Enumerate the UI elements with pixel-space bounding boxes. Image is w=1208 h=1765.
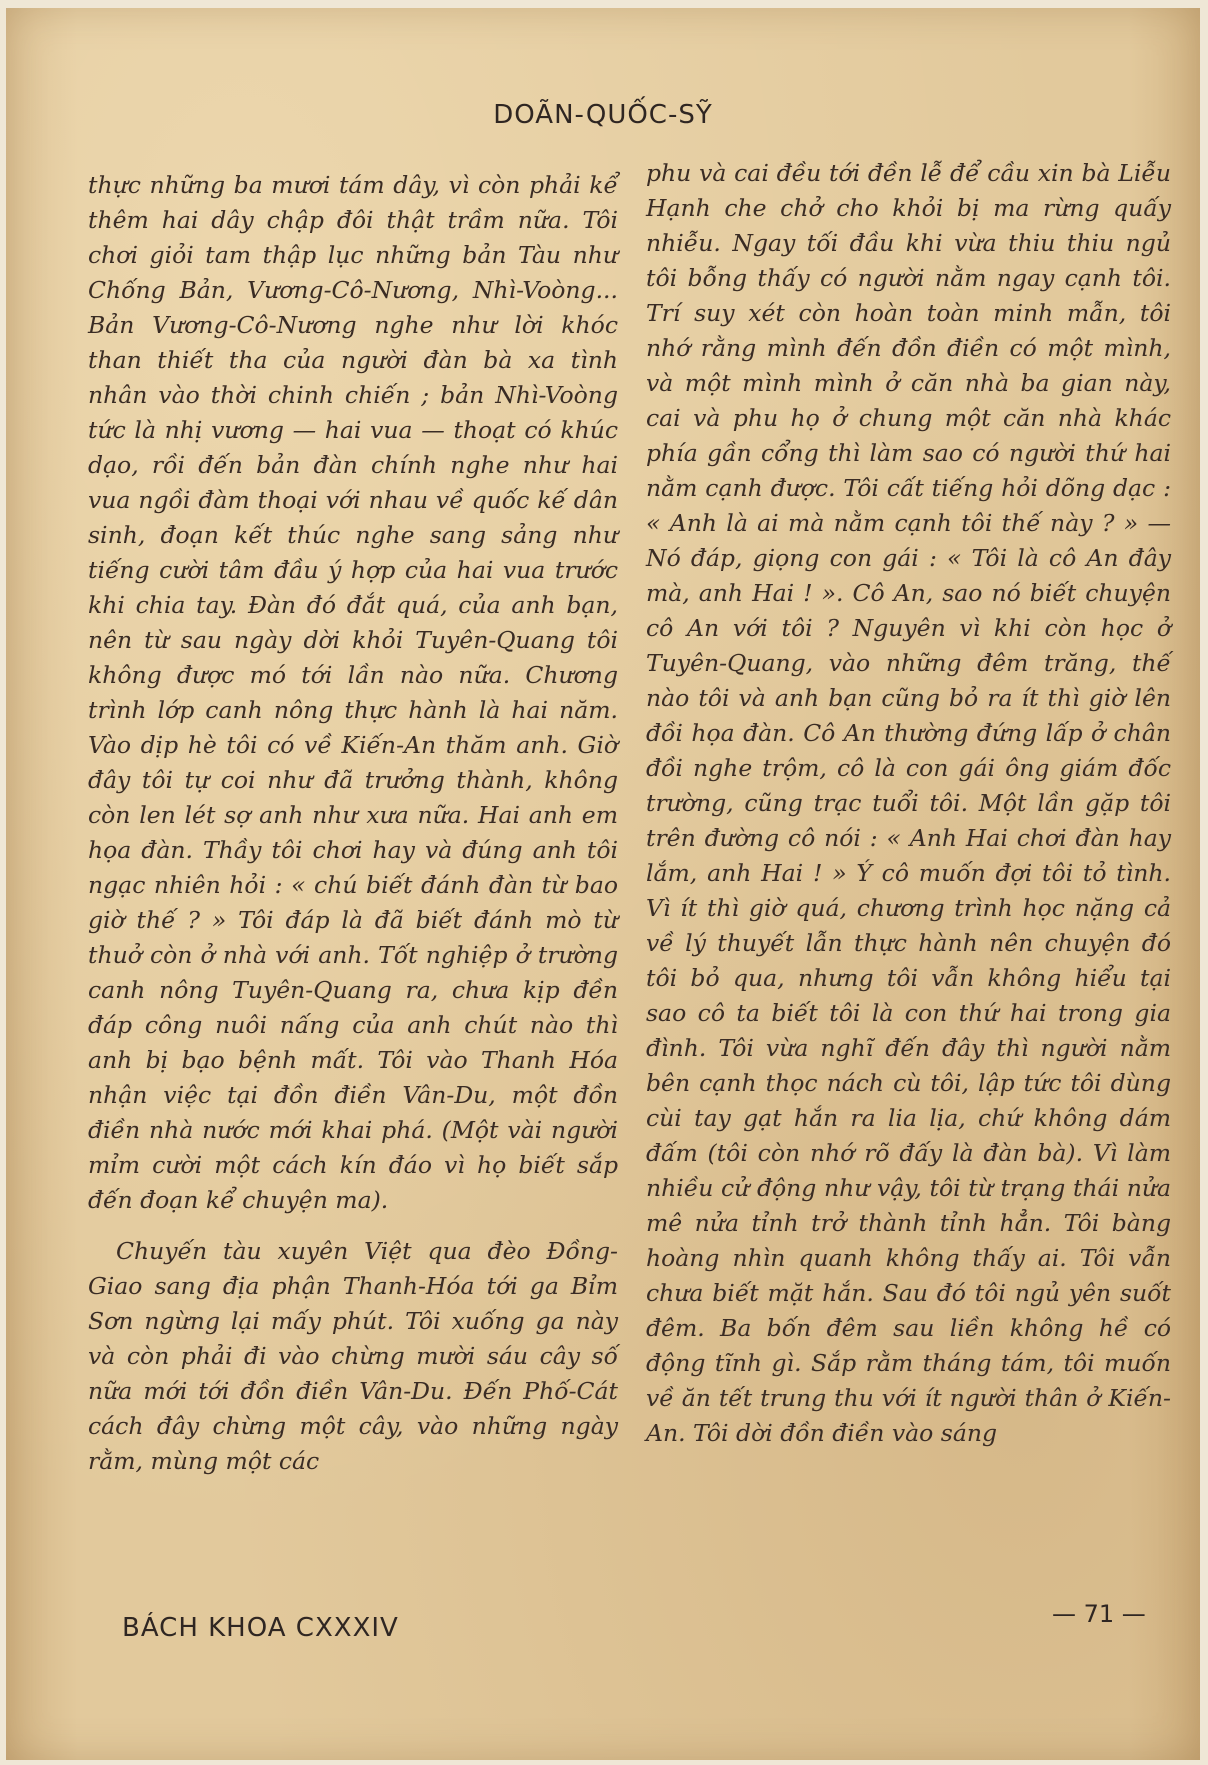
left-paragraph-2: Chuyến tàu xuyên Việt qua đèo Đồng-Giao sang địa phận Thanh-Hóa tới ga Bỉm Sơn ngừng lại mấy phút. Tôi xuống ga này và còn phải đi vào chừng mười sáu cây số nữa mới tới đồn điền Vân-Du. Đến Phố-Cát cách đây chừng một cây, vào những ngày rằm, mùng một các: [88, 1237, 618, 1475]
author-header: DOÃN-QUỐC-SỸ: [493, 100, 713, 130]
left-column: [88, 168, 618, 1479]
left-paragraph-1: thực những ba mươi tám dây, vì còn phải kể thêm hai dây chập đôi thật trầm nữa. Tôi chơi giỏi tam thập lục những bản Tàu như Chống Bản, Vương-Cô-Nương, Nhì-Voòng... Bản Vương-Cô-Nương nghe như lời khóc than thiết tha của người đàn bà xa tình nhân vào thời chinh chiến ; bản Nhì-Voòng tức là nhị vương — hai vua — thoạt có khúc dạo, rồi đến bản đàn chính nghe như hai vua ngồi đàm thoại với nhau về quốc kế dân sinh, đoạn kết thúc nghe sang sảng như tiếng cười tâm đầu ý hợp của hai vua trước khi chia tay. Đàn đó đắt quá, của anh bạn, nên từ sau ngày dời khỏi Tuyên-Quang tôi không được mó tới lần nào nữa. Chương trình lớp canh nông thực hành là hai năm. Vào dịp hè tôi có về Kiến-An thăm anh. Giờ đây tôi tự coi như đã trưởng thành, không còn len lét sợ anh như xưa nữa. Hai anh em họa đàn. Thầy tôi chơi hay và đúng anh tôi ngạc nhiên hỏi : « chú biết đánh đàn từ bao giờ thế ? » Tôi đáp là đã biết đánh mò từ thuở còn ở nhà với anh. Tốt nghiệp ở trường canh nông Tuyên-Quang ra, chưa kịp đền đáp công nuôi nấng của anh chút nào thì anh bị bạo bệnh mất. Tôi vào Thanh Hóa nhận việc tại đồn điền Vân-Du, một đồn điền nhà nước mới khai phá. (Một vài người mỉm cười một cách kín đáo vì họ biết sắp đến đoạn kể chuyện ma).: [88, 171, 618, 1214]
right-column: [646, 156, 1171, 1451]
magazine-page: [6, 8, 1200, 1760]
right-paragraph-1: phu và cai đều tới đền lễ để cầu xin bà Liễu Hạnh che chở cho khỏi bị ma rừng quấy nhiễu. Ngay tối đầu khi vừa thiu thiu ngủ tôi bỗng thấy có người nằm ngay cạnh tôi. Trí suy xét còn hoàn toàn minh mẫn, tôi nhớ rằng mình đến đồn điền có một mình, và một mình mình ở căn nhà ba gian này, cai và phu họ ở chung một căn nhà khác phía gần cổng thì làm sao có người thứ hai nằm cạnh được. Tôi cất tiếng hỏi dõng dạc : « Anh là ai mà nằm cạnh tôi thế này ? » — Nó đáp, giọng con gái : « Tôi là cô An đây mà, anh Hai ! ». Cô An, sao nó biết chuyện cô An với tôi ? Nguyên vì khi còn học ở Tuyên-Quang, vào những đêm trăng, thế nào tôi và anh bạn cũng bỏ ra ít thì giờ lên đồi họa đàn. Cô An thường đứng lấp ở chân đồi nghe trộm, cô là con gái ông giám đốc trường, cũng trạc tuổi tôi. Một lần gặp tôi trên đường cô nói : « Anh Hai chơi đàn hay lắm, anh Hai ! » Ý cô muốn đợi tôi tỏ tình. Vì ít thì giờ quá, chương trình học nặng cả về lý thuyết lẫn thực hành nên chuyện đó tôi bỏ qua, nhưng tôi vẫn không hiểu tại sao cô ta biết tôi là con thứ hai trong gia đình. Tôi vừa nghĩ đến đây thì người nằm bên cạnh thọc nách cù tôi, lập tức tôi dùng cùi tay gạt hắn ra lia lịa, chứ không dám đấm (tôi còn nhớ rõ đấy là đàn bà). Vì làm nhiều cử động như vậy, tôi từ trạng thái nửa mê nửa tỉnh trở thành tỉnh hẳn. Tôi bàng hoàng nhìn quanh không thấy ai. Tôi vẫn chưa biết mặt hắn. Sau đó tôi ngủ yên suốt đêm. Ba bốn đêm sau liền không hề có động tĩnh gì. Sắp rằm tháng tám, tôi muốn về ăn tết trung thu với ít người thân ở Kiến-An. Tôi dời đồn điền vào sáng: [646, 159, 1171, 1447]
publication-footer: BÁCH KHOA CXXXIV: [122, 1613, 399, 1643]
page-number: — 71 —: [1052, 1600, 1146, 1628]
